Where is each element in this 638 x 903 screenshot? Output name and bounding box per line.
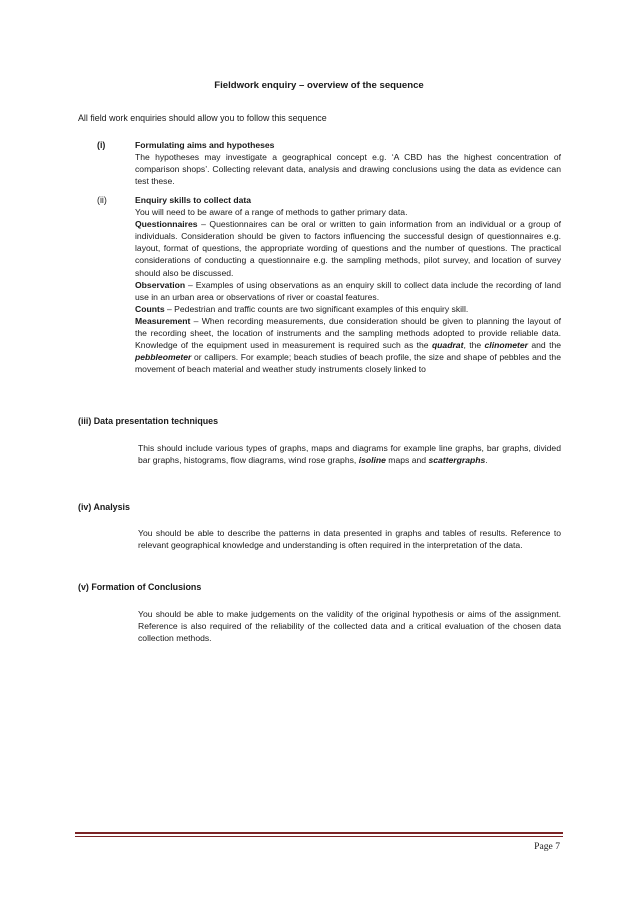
counts-label: Counts xyxy=(135,303,165,314)
clinometer-term: clinometer xyxy=(484,340,528,351)
measurement-sep-1: , the xyxy=(463,340,485,351)
section-v-text: You should be able to make judgements on the validity of the original hypothesis or aims of the assignment. Reference is also required of the reliability of the collected data and a critical evaluation of the chosen data collection methods. xyxy=(138,609,561,644)
measurement-paragraph xyxy=(135,315,561,375)
counts-text: – Pedestrian and traffic counts are two significant examples of this enquiry skill. xyxy=(164,303,469,314)
isoline-term: isoline xyxy=(358,455,386,466)
observation-label: Observation xyxy=(135,279,186,290)
measurement-label: Measurement xyxy=(135,315,191,326)
section-iv-heading: (iv) Analysis xyxy=(78,502,130,512)
section-iii-text xyxy=(138,442,561,466)
item-ii-block xyxy=(135,194,561,375)
observation-paragraph xyxy=(135,279,561,303)
page-number: Page 7 xyxy=(534,841,560,852)
section-iii-text-1: This should include various types of graphs, maps and diagrams for example line graphs, bar graphs, divided bar graphs, histograms, flow diagrams, wind rose graphs, xyxy=(138,443,561,466)
scattergraphs-term: scattergraphs xyxy=(428,455,486,466)
section-iii-text-2: maps and xyxy=(385,455,429,466)
item-ii-numeral: (ii) xyxy=(97,195,107,205)
item-i-heading: Formulating aims and hypotheses xyxy=(135,140,275,150)
pebbleometer-term: pebbleometer xyxy=(135,352,192,363)
section-iii-text-3: . xyxy=(485,455,488,466)
item-i-numeral: (i) xyxy=(97,140,106,150)
counts-paragraph xyxy=(135,303,561,315)
quadrat-term: quadrat xyxy=(431,340,464,351)
item-i-text: The hypotheses may investigate a geographical concept e.g. ‘A CBD has the highest concentration of comparison shops’. Collecting relevant data, analysis and drawing conclusions using the data as evidence can test these. xyxy=(135,152,561,187)
footer-rule-thick xyxy=(75,832,563,834)
footer-rule-thin xyxy=(75,836,563,837)
measurement-text-2: or callipers. For example; beach studies of beach profile, the size and shape of pebbles and the movement of beach material and weather study instruments closely linked to xyxy=(135,352,561,375)
measurement-sep-2: and the xyxy=(528,340,562,351)
questionnaires-label: Questionnaires xyxy=(135,219,198,230)
item-i-block xyxy=(135,139,561,187)
section-iv-text: You should be able to describe the patterns in data presented in graphs and tables of results. Reference to relevant geographical knowledge and understanding is often required in the interpretation of the data. xyxy=(138,528,561,551)
observation-text: – Examples of using observations as an enquiry skill to collect data include the recording of land use in an urban area or observations of river or coastal features. xyxy=(135,279,561,302)
section-v-heading: (v) Formation of Conclusions xyxy=(78,582,202,592)
intro-text: All field work enquiries should allow you to follow this sequence xyxy=(78,113,327,123)
measurement-text-1: – When recording measurements, due consideration should be given to planning the layout of the recording sheet, the location of instruments and the sampling methods adopted to provide reliable data. Knowledge of the equipment used in measurement is required such as the xyxy=(135,315,561,351)
questionnaires-text: – Questionnaires can be oral or written to gain information from an individual or a group of individuals. Consideration should be given to factors influencing the successful design of questionnaires e.g. layout, format of questions, the appropriate wording of questions and the number of questions. The practical considerations of conducting a questionnaire e.g. the sampling methods, pilot survey, and location of survey should also be discussed. xyxy=(135,219,561,278)
section-iii-heading: (iii) Data presentation techniques xyxy=(78,416,219,426)
item-ii-intro: You will need to be aware of a range of methods to gather primary data. xyxy=(135,207,408,218)
item-ii-heading: Enquiry skills to collect data xyxy=(135,195,252,205)
questionnaires-paragraph xyxy=(135,218,561,278)
page-title: Fieldwork enquiry – overview of the sequence xyxy=(214,80,424,91)
